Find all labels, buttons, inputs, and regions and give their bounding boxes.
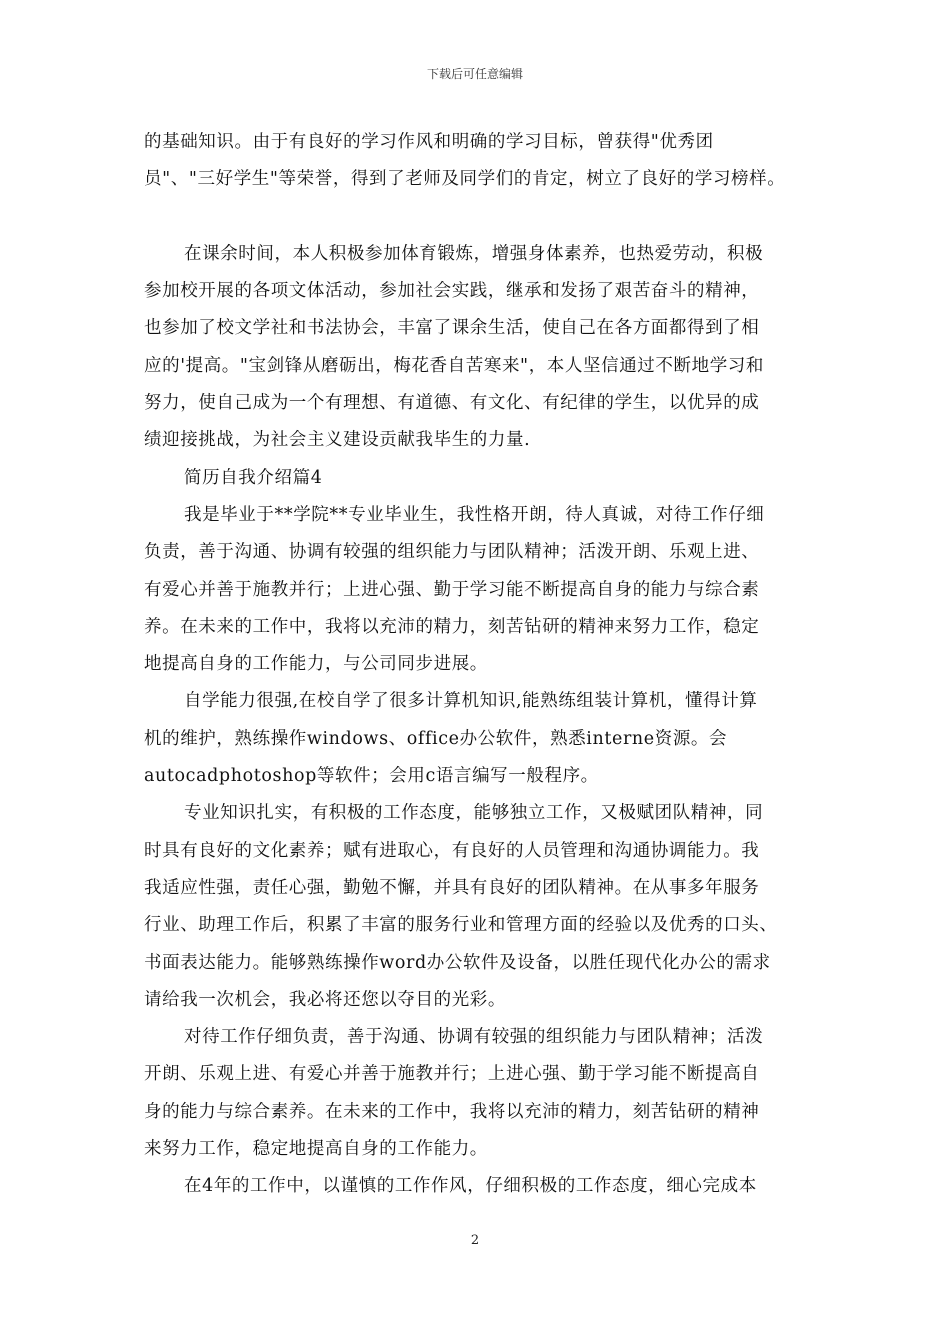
text-line: 时具有良好的文化素养；赋有进取心，有良好的人员管理和沟通协调能力。我 bbox=[144, 840, 760, 861]
text-line: 努力，使自己成为一个有理想、有道德、有文化、有纪律的学生，以优异的成 bbox=[144, 393, 760, 414]
text-line: 养。在未来的工作中，我将以充沛的精力，刻苦钻研的精神来努力工作，稳定 bbox=[144, 616, 760, 637]
paragraph-start-line: 对待工作仔细负责，善于沟通、协调有较强的组织能力与团队精神；活泼 bbox=[184, 1027, 764, 1048]
text-line: 身的能力与综合素养。在未来的工作中，我将以充沛的精力，刻苦钻研的精神 bbox=[144, 1101, 760, 1122]
paragraph-start-line: 在4年的工作中，以谨慎的工作作风，仔细积极的工作态度，细心完成本 bbox=[184, 1176, 757, 1197]
text-line: 请给我一次机会，我必将还您以夺目的光彩。 bbox=[144, 989, 506, 1010]
text-line: 机的维护，熟练操作windows、office办公软件，熟悉interne资源。会 bbox=[144, 728, 728, 749]
paragraph-gap bbox=[144, 199, 806, 236]
text-line: 有爱心并善于施教并行；上进心强、勤于学习能不断提高自身的能力与综合素 bbox=[144, 579, 760, 600]
text-line: 我适应性强，责任心强，勤勉不懈，并具有良好的团队精神。在从事多年服务 bbox=[144, 877, 760, 898]
paragraph-start-line: 专业知识扎实，有积极的工作态度，能够独立工作，又极赋团队精神，同 bbox=[184, 803, 764, 824]
text-line: 绩迎接挑战，为社会主义建设贡献我毕生的力量. bbox=[144, 430, 531, 451]
page-header: 下载后可任意编辑 bbox=[426, 67, 523, 81]
paragraph-start-line: 在课余时间，本人积极参加体育锻炼，增强身体素养，也热爱劳动，积极 bbox=[184, 243, 764, 264]
paragraph-start-line: 自学能力很强,在校自学了很多计算机知识,能熟练组装计算机，懂得计算 bbox=[184, 691, 758, 712]
text-line: 开朗、乐观上进、有爱心并善于施教并行；上进心强、勤于学习能不断提高自 bbox=[144, 1064, 760, 1085]
page-number: 2 bbox=[470, 1233, 480, 1248]
text-line: autocadphotoshop等软件；会用c语言编写一般程序。 bbox=[144, 766, 599, 787]
document-body bbox=[144, 124, 806, 1206]
paragraph-start-line: 我是毕业于**学院**专业毕业生，我性格开朗，待人真诚，对待工作仔细 bbox=[184, 504, 765, 525]
text-line: 应的'提高。"宝剑锋从磨砺出，梅花香自苦寒来"，本人坚信通过不断地学习和 bbox=[144, 355, 765, 376]
text-line: 员"、"三好学生"等荣誉，得到了老师及同学们的肯定，树立了良好的学习榜样。 bbox=[144, 169, 786, 190]
text-line: 地提高自身的工作能力，与公司同步进展。 bbox=[144, 654, 488, 675]
text-line: 参加校开展的各项文体活动，参加社会实践，继承和发扬了艰苦奋斗的精神， bbox=[144, 281, 760, 302]
text-line: 的基础知识。由于有良好的学习作风和明确的学习目标，曾获得"优秀团 bbox=[144, 132, 714, 152]
text-line: 行业、助理工作后，积累了丰富的服务行业和管理方面的经验以及优秀的口头、 bbox=[144, 915, 778, 936]
text-line: 也参加了校文学社和书法协会，丰富了课余生活，使自己在各方面都得到了相 bbox=[144, 318, 760, 339]
text-line: 负责，善于沟通、协调有较强的组织能力与团队精神；活泼开朗、乐观上进、 bbox=[144, 542, 760, 563]
text-line: 书面表达能力。能够熟练操作word办公软件及设备，以胜任现代化办公的需求 bbox=[144, 952, 771, 973]
section-heading: 简历自我介绍篇4 bbox=[184, 467, 323, 488]
text-line: 来努力工作，稳定地提高自身的工作能力。 bbox=[144, 1139, 488, 1160]
